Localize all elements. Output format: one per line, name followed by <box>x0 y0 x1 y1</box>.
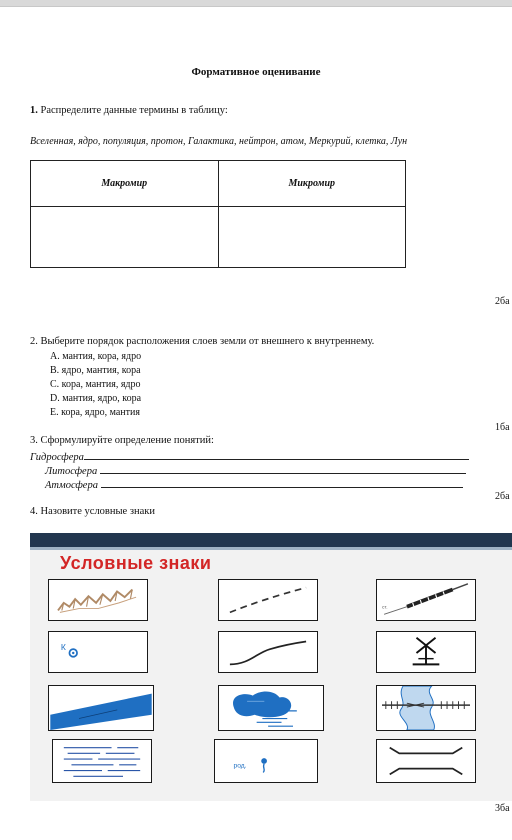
term-lithosphere-label: Литосфера <box>45 466 98 477</box>
spring-icon <box>49 632 147 672</box>
top-bar <box>0 0 512 7</box>
task1-score: 2ба <box>495 296 510 307</box>
term-hydrosphere <box>30 449 469 463</box>
task4-score: 3ба <box>495 803 510 814</box>
lake-swamp-icon <box>219 686 323 730</box>
cliff-symbol <box>48 579 148 621</box>
rod-label: род. <box>233 762 247 770</box>
river-icon <box>49 686 153 730</box>
swamp-symbol <box>218 685 324 731</box>
term-lithosphere <box>45 463 466 477</box>
term-atmosphere-label: Атмосфера <box>45 480 98 491</box>
meadow-lines-icon <box>53 740 151 782</box>
bridge-icon <box>377 740 475 782</box>
dashed-path-symbol <box>218 579 318 621</box>
macro-answer-cell[interactable] <box>31 207 219 268</box>
task1-prompt <box>30 105 228 116</box>
task2-options <box>50 350 141 420</box>
task3-prompt: 3. Сформулируйте определение понятий: <box>30 435 214 446</box>
option-d[interactable]: D. мантия, ядро, кора <box>50 393 142 404</box>
road-symbol <box>218 631 318 673</box>
dashed-trail-icon <box>219 580 317 620</box>
railway-symbol <box>376 579 476 621</box>
option-e[interactable]: E. кора, ядро, мантия <box>50 407 140 418</box>
cliff-icon <box>49 580 147 620</box>
railway-icon <box>377 580 475 620</box>
river-symbol <box>48 685 154 731</box>
micro-answer-cell[interactable] <box>218 207 406 268</box>
task4-prompt: 4. Назовите условные знаки <box>30 506 155 517</box>
panel-header-bar <box>30 533 512 547</box>
meadow-symbol <box>52 739 152 783</box>
terms-table <box>30 160 406 268</box>
term-hydrosphere-label: Гидросфера <box>30 452 84 463</box>
lithosphere-answer-line[interactable] <box>100 463 466 474</box>
bridge-symbol <box>376 685 476 731</box>
spring-label: К <box>60 642 66 653</box>
task1-number: 1. <box>30 105 38 116</box>
curved-road-icon <box>219 632 317 672</box>
atmosphere-answer-line[interactable] <box>101 477 463 488</box>
rod-spring-symbol <box>214 739 318 783</box>
svg-text:ст.: ст. <box>382 605 388 611</box>
option-a[interactable]: A. мантия, кора, ядро <box>50 351 142 362</box>
windmill-icon <box>377 632 475 672</box>
bridge-lines-symbol <box>376 739 476 783</box>
bridge-over-river-icon <box>377 686 475 730</box>
task3-score: 2ба <box>495 491 510 502</box>
rodnik-icon <box>215 740 317 782</box>
panel-header-stripe <box>30 547 512 550</box>
col-micro-header: Микромир <box>218 161 406 207</box>
task2-score: 1ба <box>495 422 510 433</box>
spring-symbol <box>48 631 148 673</box>
panel-title: Условные знаки <box>60 553 212 573</box>
task1-terms: Вселенная, ядро, популяция, протон, Галактика, нейтрон, атом, Меркурий, клетка, Лун <box>30 136 408 147</box>
option-c[interactable]: C. кора, мантия, ядро <box>50 379 141 390</box>
hydrosphere-answer-line[interactable] <box>84 449 469 460</box>
mine-symbol <box>376 631 476 673</box>
task2-prompt: 2. Выберите порядок расположения слоев земли от внешнего к внутреннему. <box>30 336 375 347</box>
option-b[interactable]: B. ядро, мантия, кора <box>50 365 141 376</box>
symbols-panel <box>30 533 512 801</box>
page-title: Формативное оценивание <box>191 66 321 78</box>
col-macro-header: Макромир <box>31 161 219 207</box>
term-atmosphere <box>45 477 463 491</box>
task1-prompt-text: Распределите данные термины в таблицу: <box>40 105 228 116</box>
